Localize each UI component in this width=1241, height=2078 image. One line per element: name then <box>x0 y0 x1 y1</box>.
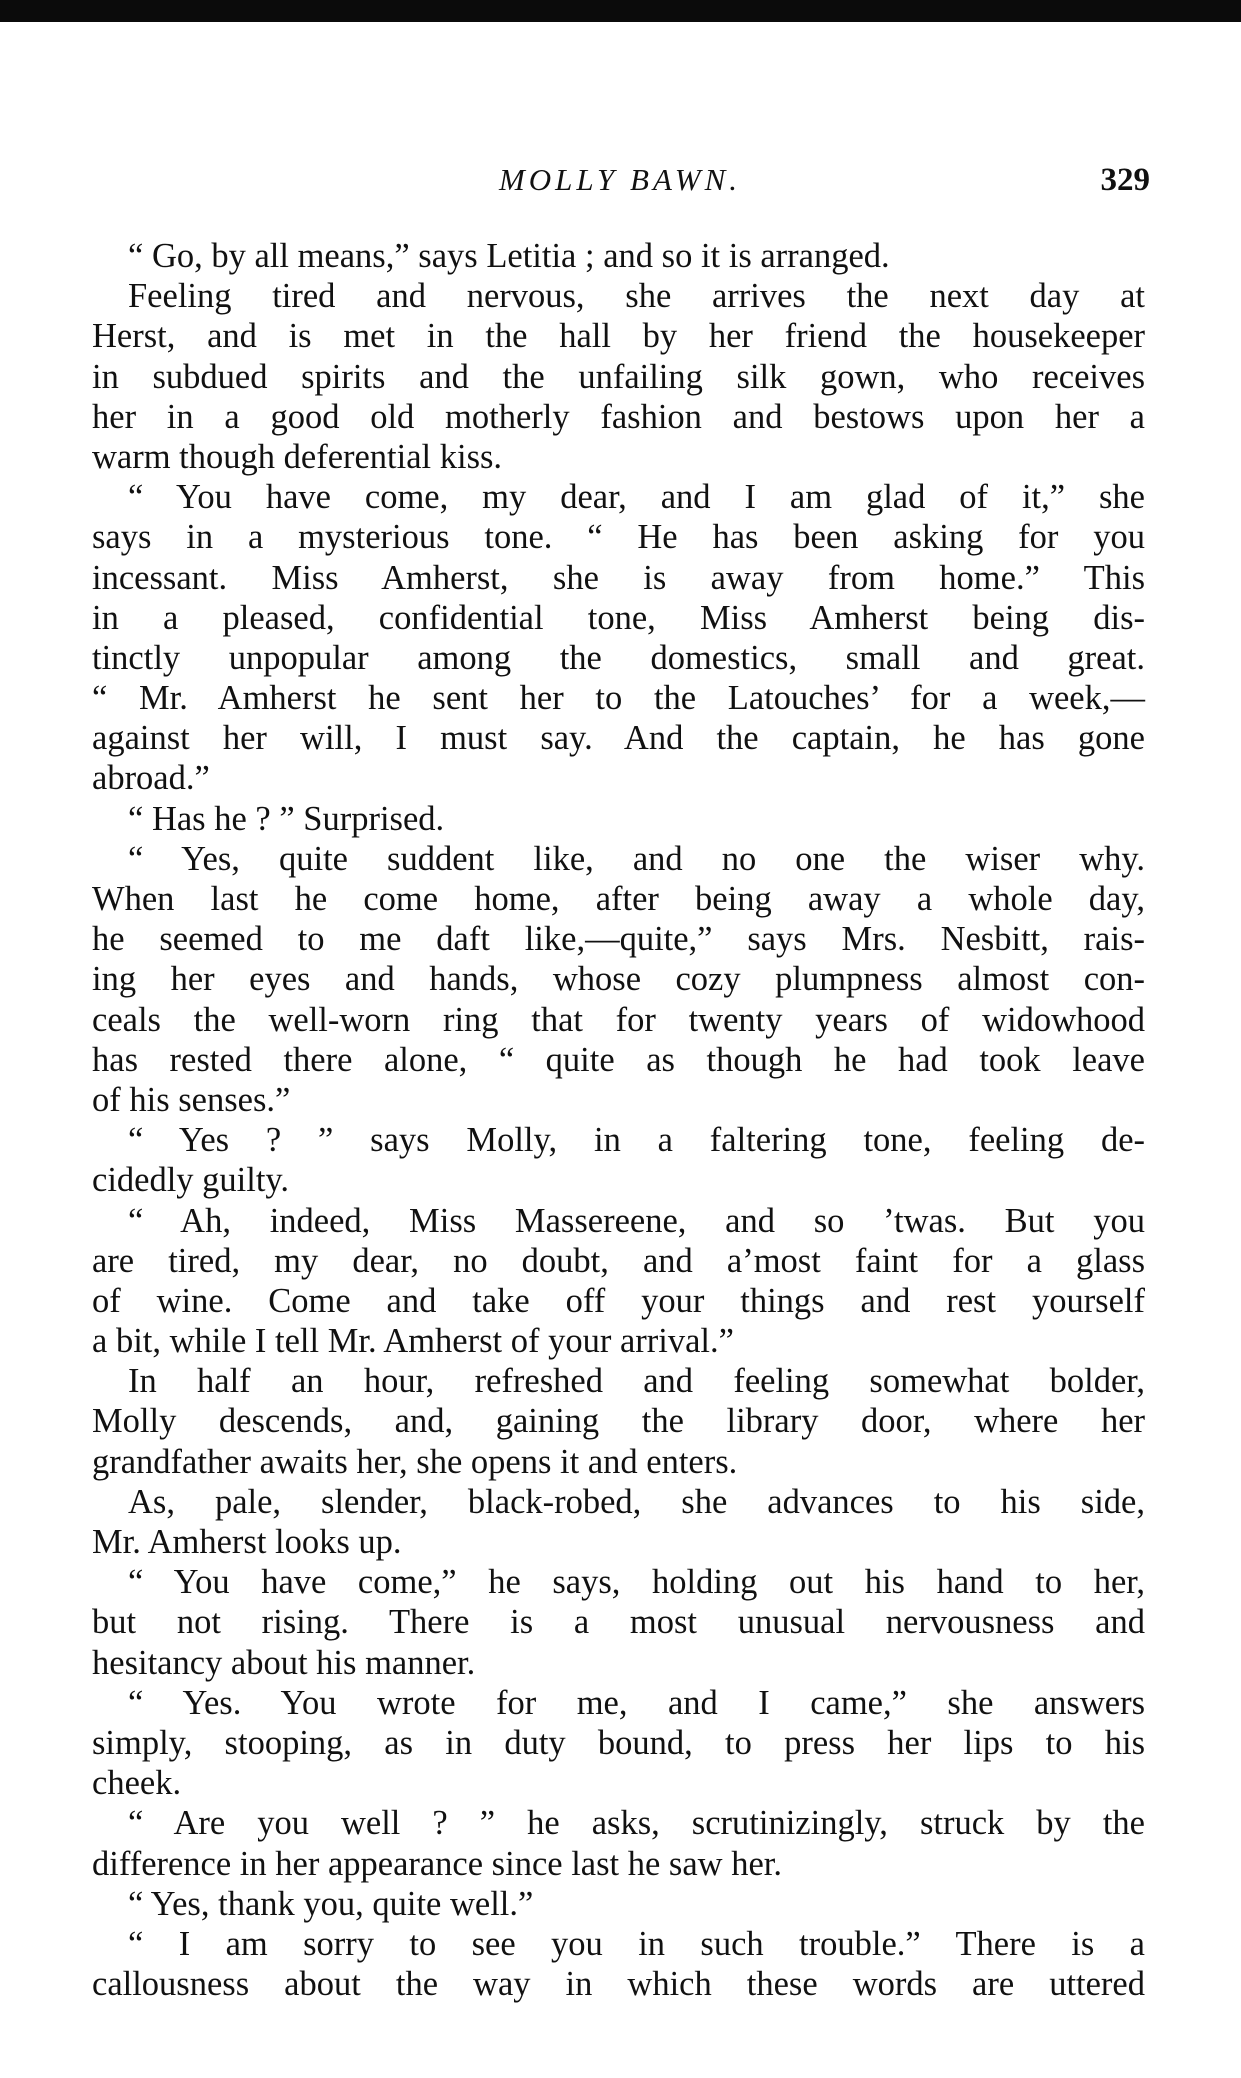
page-number: 329 <box>1100 162 1150 198</box>
text-line: Feeling tired and nervous, she arrives the next day at <box>128 277 1145 316</box>
text-line: cheek. <box>92 1764 182 1803</box>
text-line: ing her eyes and hands, whose cozy plumpness almost con- <box>92 960 1145 999</box>
paragraph <box>92 1884 1145 1924</box>
paragraph <box>92 236 1145 276</box>
text-line: When last he come home, after being away a whole day, <box>92 880 1145 918</box>
text-line: of wine. Come and take off your things and rest yourself <box>92 1281 1145 1320</box>
text-line: In half an hour, refreshed and feeling somewhat bolder, <box>128 1362 1145 1401</box>
text-line: “ Are you well ? ” he asks, scrutinizingly, struck by the <box>128 1804 1145 1843</box>
text-line: “ Has he ? ” Surprised. <box>128 799 445 838</box>
body-text <box>92 236 1145 2004</box>
text-line: “ Yes, quite suddent like, and no one the wiser why. <box>128 839 1145 878</box>
text-line: “ Yes ? ” says Molly, in a faltering tone, feeling de- <box>128 1121 1145 1160</box>
text-line: in a pleased, confidential tone, Miss Amherst being dis- <box>92 598 1145 637</box>
text-line: simply, stooping, as in duty bound, to press her lips to his <box>92 1723 1145 1762</box>
running-title: MOLLY BAWN. <box>498 162 742 197</box>
text-line: As, pale, slender, black-robed, she advances to his side, <box>128 1482 1145 1521</box>
paragraph <box>92 839 1145 1120</box>
paragraph <box>92 477 1145 799</box>
text-line: a bit, while I tell Mr. Amherst of your arrival.” <box>92 1322 734 1361</box>
paragraph <box>92 276 1145 477</box>
paragraph <box>92 1120 1145 1200</box>
text-line: difference in her appearance since last he saw her. <box>92 1844 782 1883</box>
text-line: in subdued spirits and the unfailing silk gown, who receives <box>92 357 1145 396</box>
top-border-rule <box>0 0 1241 22</box>
text-line: “ You have come, my dear, and I am glad of it,” she <box>128 478 1145 517</box>
text-line: “ Yes. You wrote for me, and I came,” she answers <box>128 1683 1145 1722</box>
paragraph <box>92 1361 1145 1482</box>
text-line: her in a good old motherly fashion and bestows upon her a <box>92 397 1145 436</box>
text-line: incessant. Miss Amherst, she is away from home.” This <box>92 558 1145 597</box>
text-line: abroad.” <box>92 759 210 798</box>
text-line: but not rising. There is a most unusual nervousness and <box>92 1603 1145 1642</box>
paragraph <box>92 1683 1145 1804</box>
text-line: grandfather awaits her, she opens it and enters. <box>92 1442 738 1481</box>
text-line: Mr. Amherst looks up. <box>92 1523 402 1561</box>
text-line: hesitancy about his manner. <box>92 1643 476 1682</box>
text-line: “ Yes, thank you, quite well.” <box>128 1884 534 1923</box>
paragraph <box>92 1924 1145 2004</box>
text-line: ceals the well-worn ring that for twenty years of widowhood <box>92 1000 1145 1039</box>
text-line: Herst, and is met in the hall by her friend the housekeeper <box>92 317 1145 356</box>
text-line: cidedly guilty. <box>92 1161 290 1200</box>
text-line: tinctly unpopular among the domestics, small and great. <box>92 638 1145 677</box>
paragraph <box>92 1803 1145 1883</box>
running-head <box>90 158 1150 202</box>
text-line: “ Ah, indeed, Miss Massereene, and so ’twas. But you <box>128 1201 1145 1240</box>
text-line: “ Mr. Amherst he sent her to the Latouches’ for a week,— <box>92 679 1145 718</box>
text-line: of his senses.” <box>92 1080 291 1119</box>
text-line: says in a mysterious tone. “ He has been asking for you <box>92 518 1145 557</box>
paragraph <box>92 1562 1145 1683</box>
text-line: warm though deferential kiss. <box>92 437 503 476</box>
text-line: against her will, I must say. And the captain, he has gone <box>92 719 1145 758</box>
text-line: “ I am sorry to see you in such trouble.” There is a <box>128 1924 1145 1963</box>
paragraph <box>92 799 1145 839</box>
text-line: “ You have come,” he says, holding out his hand to her, <box>128 1563 1145 1602</box>
text-line: he seemed to me daft like,—quite,” says Mrs. Nesbitt, rais- <box>92 920 1145 959</box>
text-line: has rested there alone, “ quite as though he had took leave <box>92 1040 1145 1079</box>
paragraph <box>92 1482 1145 1562</box>
text-line: are tired, my dear, no doubt, and a’most faint for a glass <box>92 1241 1145 1280</box>
text-line: Molly descends, and, gaining the library door, where her <box>92 1402 1145 1441</box>
paragraph <box>92 1201 1145 1362</box>
text-line: “ Go, by all means,” says Letitia ; and so it is arranged. <box>128 237 890 275</box>
text-line: callousness about the way in which these words are uttered <box>92 1965 1145 2004</box>
